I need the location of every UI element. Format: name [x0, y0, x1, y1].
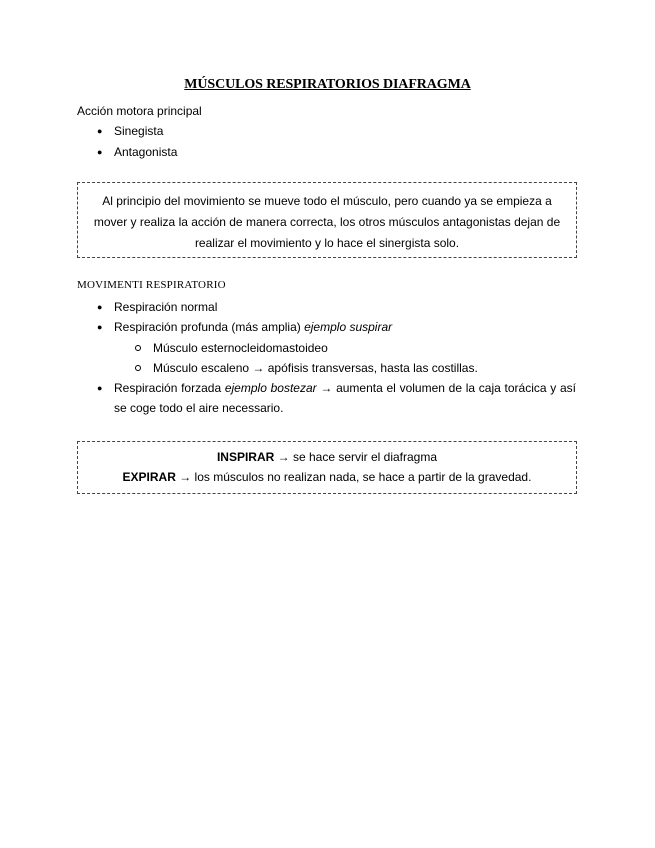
intro-bullet-sinegista: Sinegista — [114, 124, 164, 138]
bullet-icon: ● — [97, 383, 103, 393]
item-example: ejemplo bostezar — [224, 381, 317, 395]
intro-bullet-antagonista: Antagonista — [114, 145, 178, 159]
expirar-line — [84, 467, 570, 487]
inspirar-label: INSPIRAR — [216, 450, 275, 464]
bullet-icon: ● — [97, 322, 103, 332]
item-rest: → aumenta el volumen de la caja torácica y así se coge todo el aire necessario. — [114, 381, 576, 415]
intro-heading: Acción motora principal — [77, 104, 202, 118]
page-title: MÚSCULOS RESPIRATORIOS DIAFRAGMA — [184, 77, 471, 92]
item-text: Respiración profunda (más amplia) — [114, 320, 305, 334]
inspirar-line — [84, 447, 570, 467]
explanation-text: Al principio del movimiento se mueve todo el músculo, pero cuando ya se empieza a mover y realiza la acción de manera correcta, los otros músculos antagonistas dejan de realizar el movimiento y lo hace el sinergista solo. — [93, 194, 561, 250]
bullet-icon: ● — [97, 302, 103, 312]
circle-bullet-icon — [135, 345, 141, 351]
expirar-text: → los músculos no realizan nada, se hace a partir de la gravedad. — [175, 470, 532, 484]
breathing-box — [77, 441, 577, 494]
list-item-forzada — [114, 378, 576, 418]
explanation-box — [77, 182, 577, 258]
expirar-label: EXPIRAR — [122, 470, 176, 484]
item-text: Respiración forzada — [114, 381, 225, 395]
list-item-profunda — [114, 319, 392, 335]
sub-item-esternocleidomastoideo: Músculo esternocleidomastoideo — [153, 341, 328, 355]
list-item-normal: Respiración normal — [114, 300, 218, 314]
item-example: ejemplo suspirar — [304, 320, 393, 334]
circle-bullet-icon — [135, 365, 141, 371]
section-heading: MOVIMENTI RESPIRATORIO — [77, 279, 226, 291]
inspirar-text: → se hace servir el diafragma — [274, 450, 438, 464]
bullet-icon: ● — [97, 147, 103, 157]
bullet-icon: ● — [97, 126, 103, 136]
sub-item-escaleno: Músculo escaleno → apófisis transversas, hasta las costillas. — [153, 361, 478, 375]
